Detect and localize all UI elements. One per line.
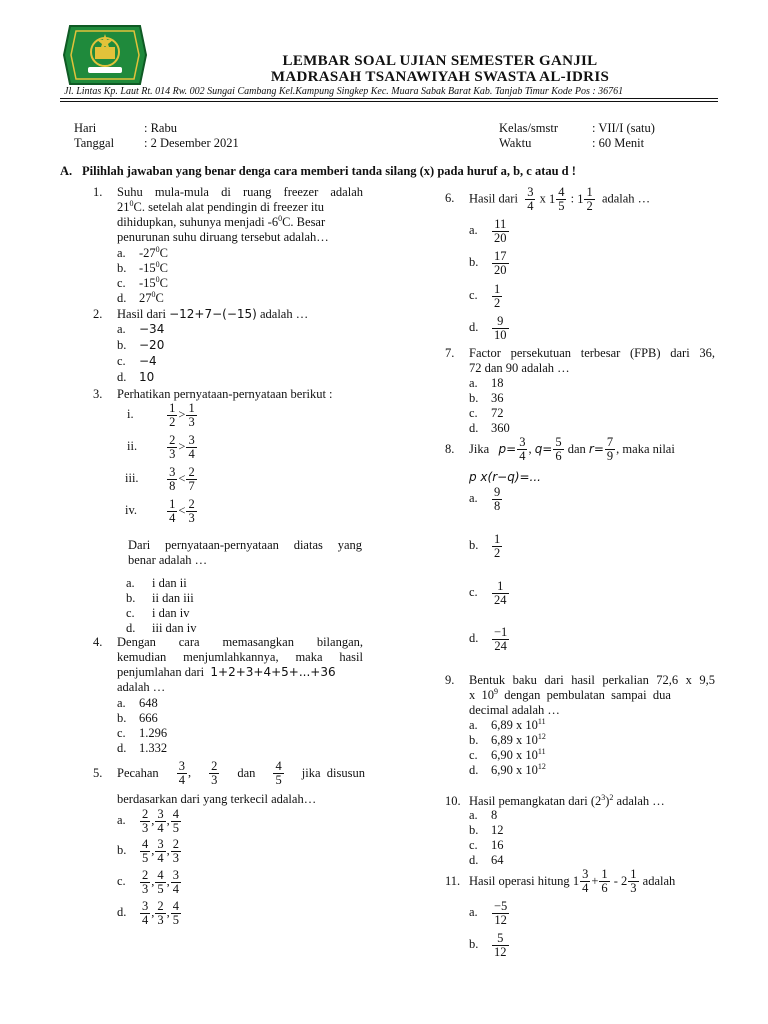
option-9b[interactable]: b. 6,89 x $10^{12}$: [469, 731, 546, 747]
option-4c[interactable]: c. 1.296: [117, 726, 168, 740]
option-8a[interactable]: a. $\frac{9}{8}$: [469, 485, 501, 513]
q8-expression: p x(r−q)=...: [469, 470, 541, 484]
option-6d[interactable]: d. $\frac{9}{10}$: [469, 314, 507, 342]
madrasah-logo: [62, 22, 148, 88]
q3-after: Dari pernyataan-pernyataan diatas yang: [128, 538, 362, 552]
option-3d[interactable]: d. iii dan iv: [126, 621, 197, 635]
option-6b[interactable]: b. $\frac{17}{20}$: [469, 249, 507, 277]
option-2d[interactable]: d. 10: [117, 370, 155, 384]
option-6a[interactable]: a. $\frac{11}{20}$: [469, 217, 507, 245]
option-7b[interactable]: b. 36: [469, 391, 504, 405]
tanggal-label: Tanggal: [74, 136, 115, 150]
option-9d[interactable]: d. 6,90 x $10^{12}$: [469, 761, 546, 777]
section-instruction: [60, 164, 576, 179]
option-9c[interactable]: c. 6,90 x $10^{11}$: [469, 746, 546, 762]
kelas-label: Kelas/smstr: [499, 121, 559, 135]
option-3c[interactable]: c. i dan iv: [126, 606, 190, 620]
option-11a[interactable]: a. $\frac{-5}{12}$: [469, 899, 508, 927]
option-10d[interactable]: d. 64: [469, 853, 504, 867]
question-6: 6. Hasil dari $\frac{3}{4}$ x 1 $\frac{4}{5}$ : 1 $\frac{1}{2}$ adalah …: [445, 185, 651, 213]
option-2a[interactable]: a. −34: [117, 322, 165, 336]
option-8c[interactable]: c. $\frac{1}{24}$: [469, 579, 507, 607]
option-4a[interactable]: a. 648: [117, 696, 158, 710]
option-7a[interactable]: a. 18: [469, 376, 504, 390]
waktu-value: : 60 Menit: [592, 136, 645, 150]
header-divider-thin: [60, 101, 718, 102]
option-2b[interactable]: b. −20: [117, 338, 165, 352]
school-address: Jl. Lintas Kp. Laut Rt. 014 Rw. 002 Sungai Cambang Kel.Kampung Singkep Kec. Muara Sabak Barat Kab. Tanjab Timur Kode Pos : 36761: [64, 86, 624, 97]
option-8d[interactable]: d. $\frac{-1}{24}$: [469, 625, 508, 653]
school-name: MADRASAH TSANAWIYAH SWASTA AL-IDRIS: [270, 69, 610, 85]
option-10b[interactable]: b. 12: [469, 823, 504, 837]
option-6c[interactable]: c. $\frac{1}{2}$: [469, 282, 501, 310]
q1-line: penurunan suhu diruang tersebut adalah…: [117, 230, 329, 244]
option-11b[interactable]: b. $\frac{5}{12}$: [469, 931, 507, 959]
statement-ii: ii. $\frac{2}{3}$ > $\frac{3}{4}$: [127, 433, 195, 461]
option-7c[interactable]: c. 72: [469, 406, 504, 420]
q5-line2: berdasarkan dari yang terkecil adalah…: [117, 792, 317, 806]
q1-line: $21^0C$. setelah alat pendingin di freezer itu: [117, 198, 325, 214]
question-10: 10. Hasil pemangkatan dari $(2^3)^2$ adalah …: [445, 792, 665, 808]
option-7d[interactable]: d. 360: [469, 421, 510, 435]
statement-iii: iii. $\frac{3}{8}$ < $\frac{2}{7}$: [125, 465, 195, 493]
question-number: 1.: [93, 185, 103, 199]
option-8b[interactable]: b. $\frac{1}{2}$: [469, 532, 501, 560]
question-11: 11. Hasil operasi hitung 1 $\frac{3}{4}$ + $\frac{1}{6}$ - 2 $\frac{1}{3}$ adalah: [445, 867, 676, 895]
header-divider: [60, 98, 718, 99]
option-2c[interactable]: c. −4: [117, 354, 157, 368]
hari-value: : Rabu: [144, 121, 177, 135]
option-4d[interactable]: d. 1.332: [117, 741, 168, 755]
option-5a[interactable]: a. $\frac{2}{3}$ , $\frac{3}{4}$ , $\frac{4}{5}$: [117, 807, 179, 835]
option-9a[interactable]: a. 6,89 x $10^{11}$: [469, 716, 546, 732]
option-3a[interactable]: a. i dan ii: [126, 576, 187, 590]
hari-label: Hari: [74, 121, 97, 135]
q1-line: dihidupkan, suhunya menjadi $-6^0C$. Besar: [117, 213, 326, 229]
option-10c[interactable]: c. 16: [469, 838, 504, 852]
option-1a[interactable]: a. $-27^0C$: [117, 244, 169, 260]
statement-iv: iv. $\frac{1}{4}$ < $\frac{2}{3}$: [125, 497, 195, 525]
kelas-value: : VII/I (satu): [592, 121, 655, 135]
option-5c[interactable]: c. $\frac{2}{3}$ , $\frac{4}{5}$ , $\frac{3}{4}$: [117, 868, 179, 896]
option-4b[interactable]: b. 666: [117, 711, 158, 725]
option-10a[interactable]: a. 8: [469, 808, 498, 822]
option-1d[interactable]: d. $27^0C$: [117, 289, 164, 305]
exam-title: LEMBAR SOAL UJIAN SEMESTER GANJIL: [282, 53, 598, 69]
section-label: A.: [60, 164, 73, 178]
option-1c[interactable]: c. $-15^0C$: [117, 274, 169, 290]
option-3b[interactable]: b. ii dan iii: [126, 591, 194, 605]
q3-after: benar adalah …: [128, 553, 208, 567]
waktu-label: Waktu: [499, 136, 532, 150]
instruction-text: Pilihlah jawaban yang benar denga cara memberi tanda silang (x) pada huruf a, b, c atau d !: [82, 164, 576, 178]
option-5b[interactable]: b. $\frac{4}{5}$ , $\frac{3}{4}$ , $\frac{2}{3}$: [117, 837, 179, 865]
option-1b[interactable]: b. $-15^0C$: [117, 259, 169, 275]
statement-i: i. $\frac{1}{2}$ > $\frac{1}{3}$: [127, 401, 195, 429]
option-5d[interactable]: d. $\frac{3}{4}$ , $\frac{2}{3}$ , $\frac{4}{5}$: [117, 899, 179, 927]
question-8: 8. Jika p= $\frac{3}{4}$ , q= $\frac{5}{6}$ dan r= $\frac{7}{9}$ , maka nilai: [445, 435, 675, 463]
tanggal-value: : 2 Desember 2021: [144, 136, 239, 150]
q1-line: Suhu mula-mula di ruang freezer adalah: [117, 185, 363, 199]
